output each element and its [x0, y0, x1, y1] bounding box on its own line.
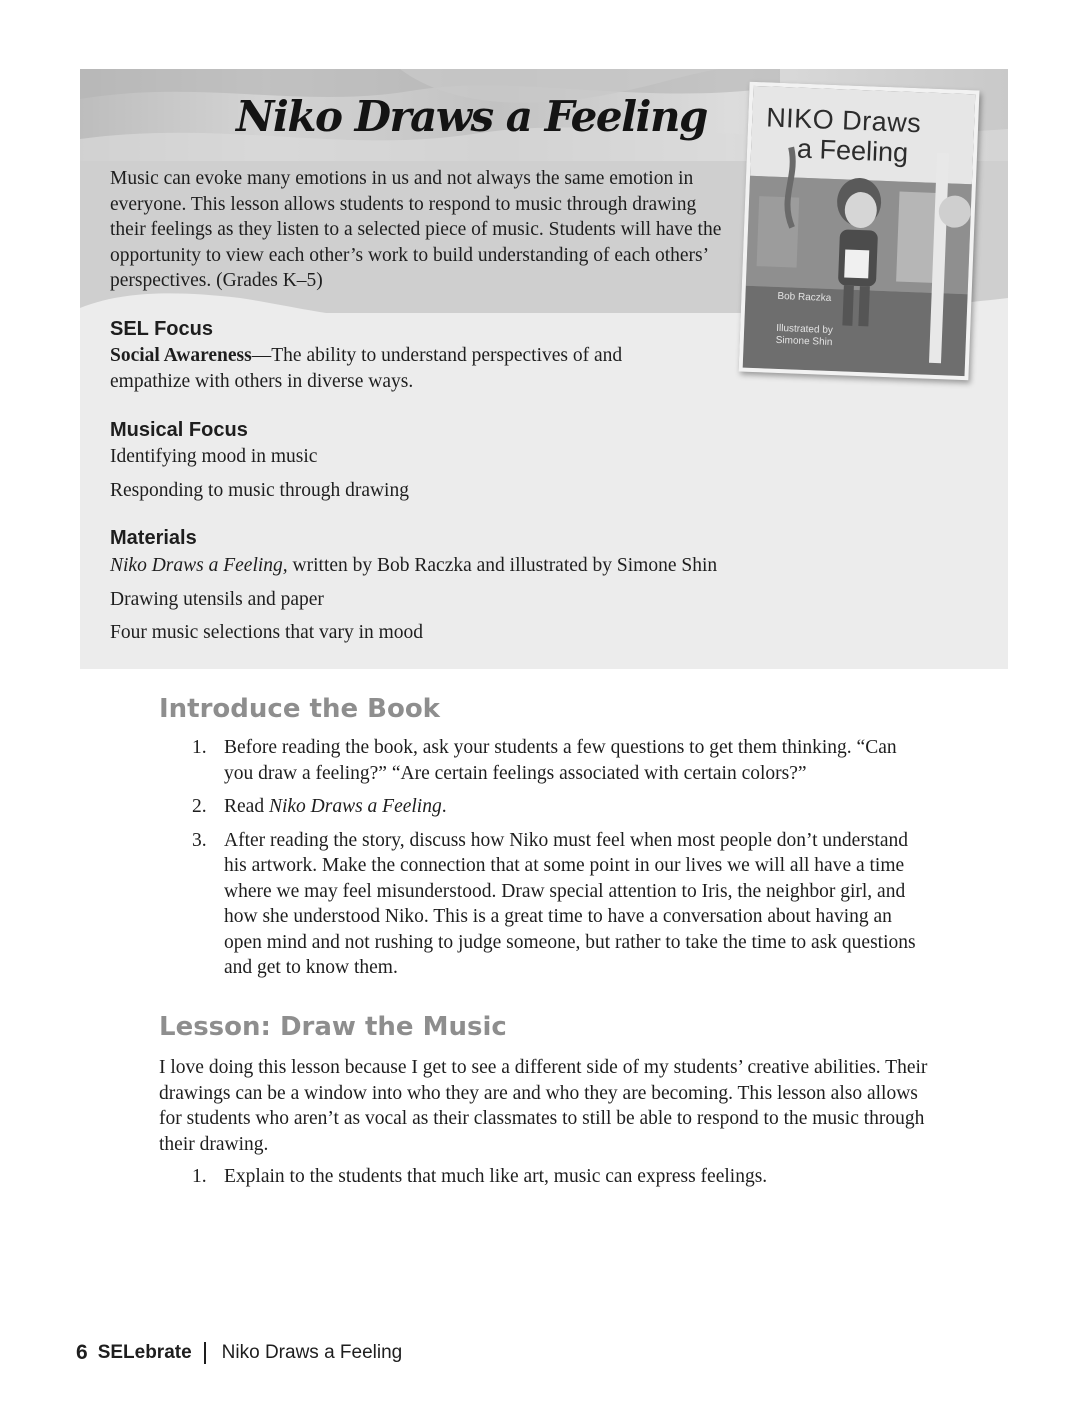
step-text-suffix: .: [441, 796, 447, 817]
lesson-paragraph: I love doing this lesson because I get to see a different side of my students’ creative abilities. Their drawings can be a window into who they are and who they are becoming. This lesson also allows for students who aren’t as vocal as their classmates to still be able to respond to the music through their drawing.: [159, 1057, 928, 1155]
materials-item: Drawing utensils and paper: [110, 589, 324, 610]
step-text: [224, 796, 447, 817]
lesson-heading: Lesson: Draw the Music: [159, 1012, 507, 1042]
materials-book-credit: written by Bob Raczka and illustrated by Simone Shin: [287, 555, 718, 576]
footer-brand: SELebrate: [97, 1342, 192, 1363]
list-item: [192, 1164, 924, 1190]
step-number: 2.: [192, 796, 207, 817]
list-item: [192, 735, 924, 786]
musical-focus-item: Identifying mood in music: [110, 446, 318, 467]
book-cover-title: NIKO Draws: [765, 102, 922, 139]
list-item: [192, 794, 924, 820]
step-text-prefix: Read: [224, 796, 269, 817]
step-text: After reading the story, discuss how Niko must feel when most people don’t understand his artwork. Make the connection that at some point in our lives we will all have a time where we may feel misunderstood. Draw special attention to Iris, the neighbor girl, and how she understood Niko. This is a great time to have a conversation about having an open mind and not rushing to judge someone, but rather to take the time to ask questions and get to know them.: [224, 829, 916, 978]
book-cover-subtitle: a Feeling: [796, 133, 909, 168]
footer-divider: [204, 1342, 206, 1364]
musical-focus-heading: Musical Focus: [110, 419, 248, 441]
intro-paragraph: Music can evoke many emotions in us and not always the same emotion in everyone. This lesson allows students to respond to music through drawing their feelings as they listen to a selected piece of music. Students will have the opportunity to view each other’s work to build understanding of each others’ perspectives. (Grades K–5): [110, 168, 722, 291]
sel-focus-term: Social Awareness: [110, 345, 252, 366]
step-number: 3.: [192, 829, 207, 851]
book-cover-author: Bob Raczka: [777, 290, 832, 304]
materials-book-title: Niko Draws a Feeling,: [110, 555, 288, 576]
step-book-title: Niko Draws a Feeling: [268, 796, 442, 817]
materials-heading: Materials: [110, 527, 197, 549]
sel-focus-definition: —The ability to understand perspectives of and empathize with others in diverse ways.: [110, 345, 623, 392]
introduce-heading: Introduce the Book: [159, 694, 440, 724]
introduce-steps: [192, 735, 924, 981]
book-cover-image: [739, 82, 980, 381]
page-number: 6: [76, 1341, 88, 1364]
step-text: Explain to the students that much like art, music can express feelings.: [224, 1166, 768, 1187]
step-number: 1.: [192, 737, 207, 758]
step-number: 1.: [192, 1166, 207, 1187]
musical-focus-item: Responding to music through drawing: [110, 480, 409, 501]
lesson-steps: [192, 1164, 924, 1190]
materials-item: [110, 553, 717, 578]
step-text: Before reading the book, ask your students a few questions to get them thinking. “Can you draw a feeling?” “Are certain feelings associated with certain colors?”: [224, 737, 897, 784]
materials-item: Four music selections that vary in mood: [110, 622, 424, 643]
sel-focus-heading: SEL Focus: [110, 318, 213, 340]
book-cover-illustrator: Illustrated by Simone Shin: [775, 322, 834, 349]
page-footer: [76, 1339, 402, 1367]
sel-focus-text: [110, 343, 670, 395]
page-title: Niko Draws a Feeling: [236, 92, 707, 141]
footer-section-title: Niko Draws a Feeling: [221, 1342, 403, 1363]
list-item: [192, 828, 924, 981]
